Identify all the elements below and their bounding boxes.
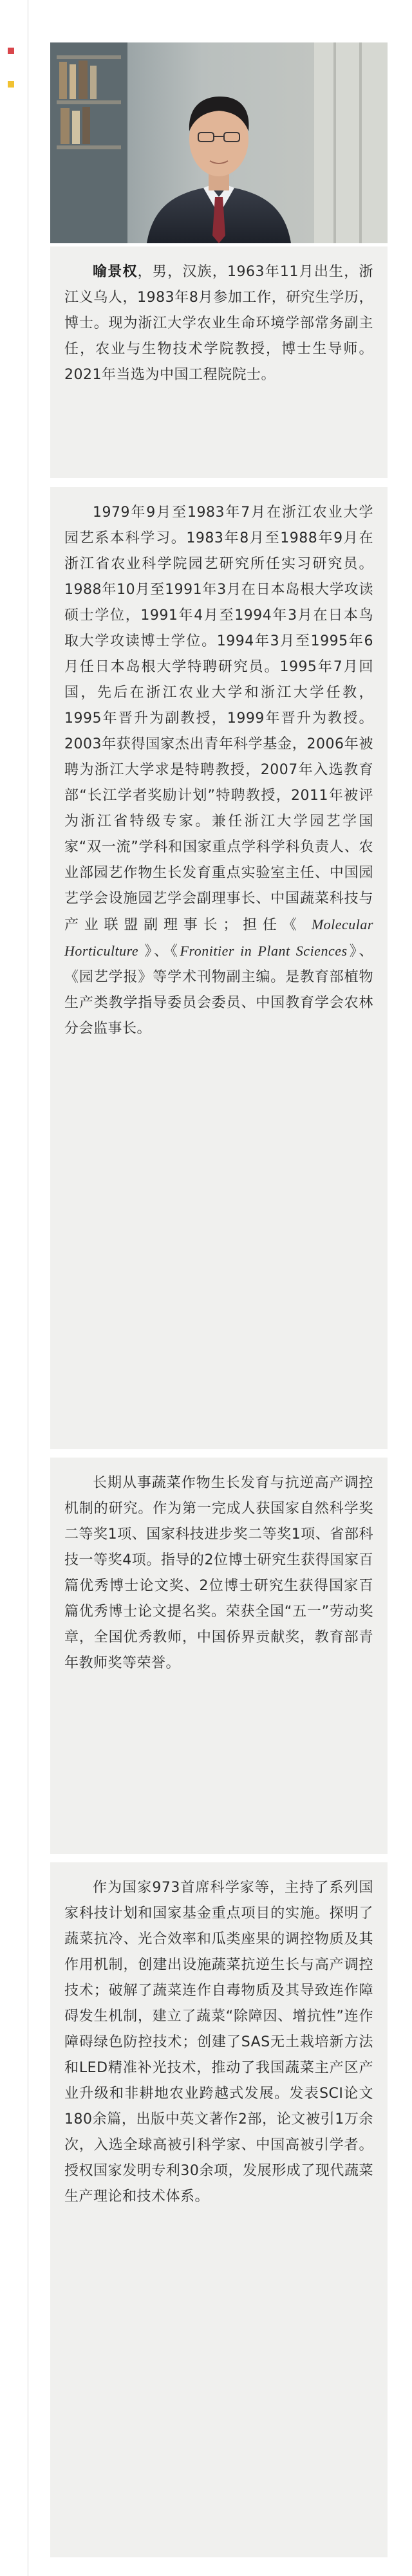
contributions-section — [50, 1862, 388, 2557]
profile-intro-text: ，男，汉族，1963年11月出生，浙江义乌人，1983年8月参加工作，研究生学历，博士。现为浙江大学农业生命环境学部常务副主任，农业与生物技术学院教授，博士生导师。2021年当选为中国工程院院士。 — [64, 264, 373, 383]
red-square-marker — [8, 48, 14, 54]
career-text-b: 》、《 — [144, 943, 180, 959]
person-name: 喻景权 — [93, 264, 138, 280]
career-paragraph — [64, 500, 373, 1042]
profile-paragraph — [64, 259, 373, 388]
research-paragraph: 长期从事蔬菜作物生长发育与抗逆高产调控机制的研究。作为第一完成人获国家自然科学奖二等奖1项、国家科技进步奖二等奖1项、省部科技一等奖4项。指导的2位博士研究生获得国家百篇优秀博士论文奖、2位博士研究生获得国家百篇优秀博士论文提名奖。荣获全国“五一”劳动奖章，全国优秀教师，中国侨界贡献奖，教育部青年教师奖等荣誉。 — [64, 1475, 373, 1671]
research-section — [50, 1458, 388, 1854]
career-text-c: 》、《园艺学报》等学术刊物副主编。是教育部植物生产类教学指导委员会委员、中国教育学会农林分会监事长。 — [64, 943, 373, 1037]
journal-frontiers-plant-sciences: Fronitier in Plant Sciences — [180, 943, 348, 959]
portrait-photo — [50, 42, 388, 243]
career-text-a: 1979年9月至1983年7月在浙江农业大学园艺系本科学习。1983年8月至1988年9月在浙江省农业科学院园艺研究所任实习研究员。1988年10月至1991年3月在日本岛根大学攻读硕士学位，1991年4月至1994年3月在日本鸟取大学攻读博士学位。1994年3月至1995年6月任日本岛根大学特聘研究员。1995年7月回国，先后在浙江农业大学和浙江大学任教，1995年晋升为副教授，1999年晋升为教授。2003年获得国家杰出青年科学基金，2006年被聘为浙江大学求是特聘教授，2007年入选教育部“长江学者奖励计划”特聘教授，2011年被评为浙江省特级专家。兼任浙江大学园艺学国家“双一流”学科和国家重点学科学科负责人、农业部园艺作物生长发育重点实验室主任、中国园艺学会设施园艺学会副理事长、中国蔬菜科技与产业联盟副理事长；担任《 — [64, 505, 373, 933]
journal-molecular-horticulture: Molecular Horticulture — [64, 916, 373, 959]
contributions-paragraph: 作为国家973首席科学家等，主持了系列国家科技计划和国家基金重点项目的实施。探明了蔬菜抗冷、光合效率和瓜类座果的调控物质及其作用机制，创建出设施蔬菜抗逆生长与高产调控技术；破解了蔬菜连作自毒物质及其导致连作障碍发生机制，建立了蔬菜“除障因、增抗性”连作障碍绿色防控技术；创建了SAS无土栽培新方法和LED精准补光技术，推动了我国蔬菜主产区产业升级和非耕地农业跨越式发展。发表SCI论文180余篇，出版中英文著作2部，论文被引1万余次，入选全球高被引科学家、中国高被引学者。授权国家发明专利30余项，发展形成了现代蔬菜生产理论和技术体系。 — [64, 1880, 373, 2205]
yellow-square-marker — [8, 81, 14, 88]
career-section — [50, 487, 388, 1449]
profile-section — [50, 246, 388, 478]
portrait-card — [50, 42, 388, 243]
